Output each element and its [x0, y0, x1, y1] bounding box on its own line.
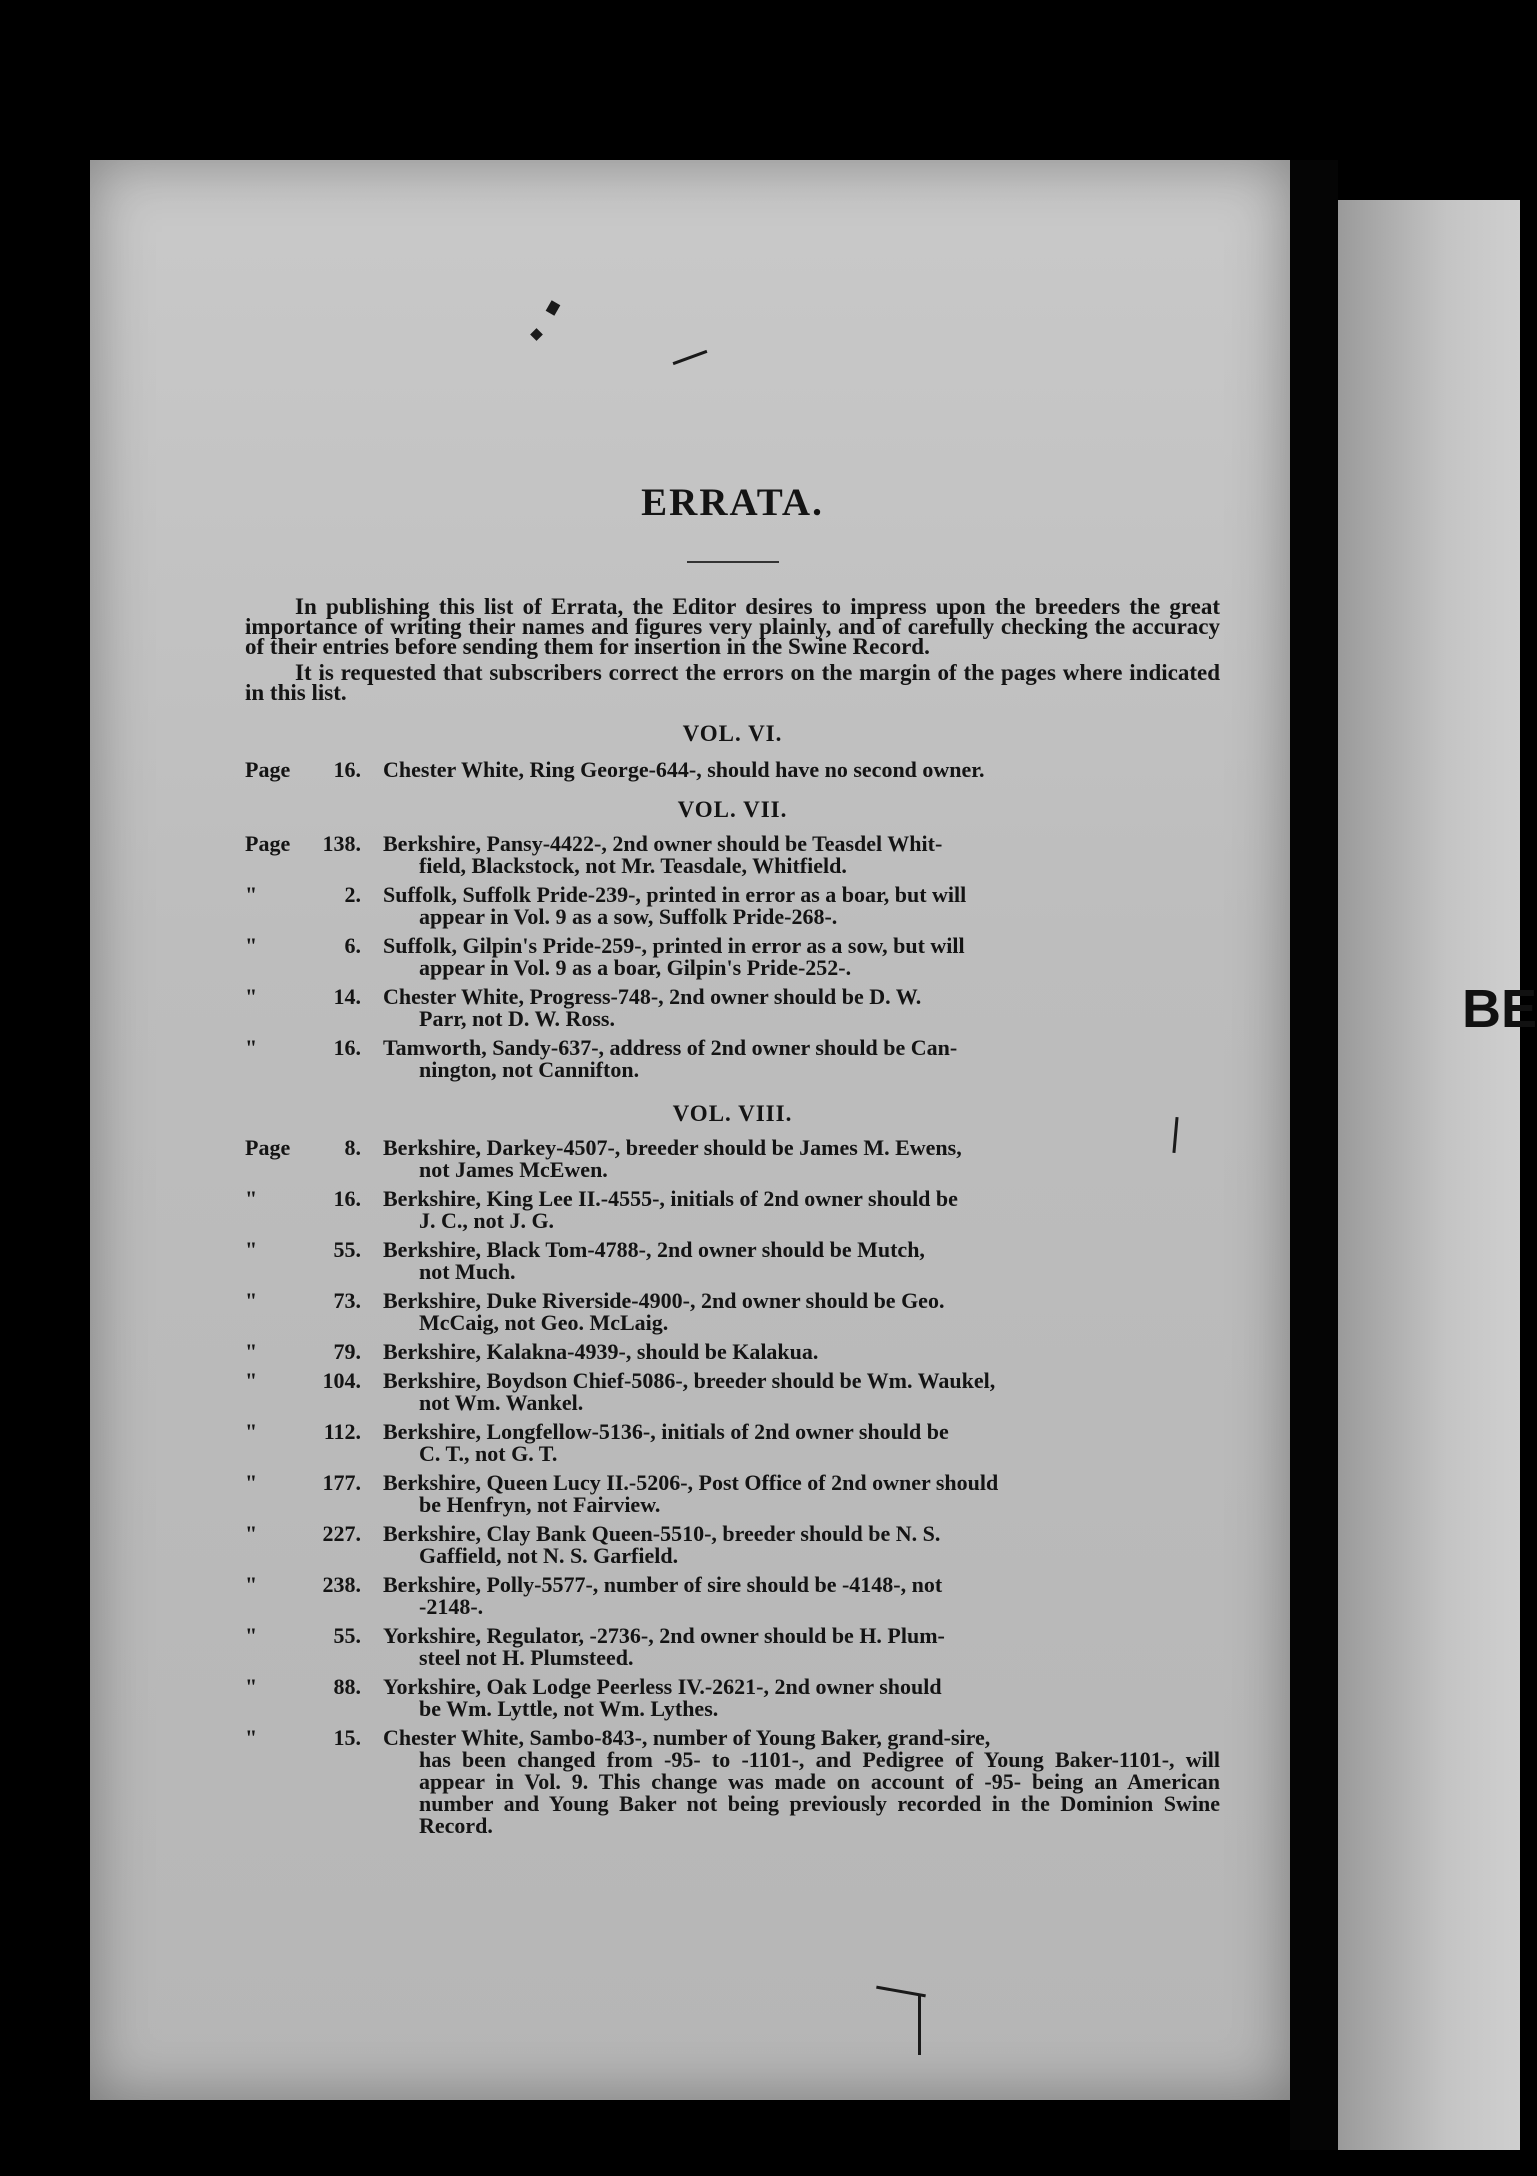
facing-page [1338, 200, 1537, 2150]
entry-page-number: 227. [322, 1521, 361, 1546]
entry-page-number: 14. [333, 984, 361, 1009]
entry-text-continuation: has been changed from -95- to -1101-, and Pedigree of Young Baker-1101-, will appear in Vol. 9. This change was made on account of -95- being an American number and Young Baker not being previously recorded in the Dominion Swine Record. [419, 1747, 1220, 1838]
entry-text-first-line: Berkshire, Kalakna-4939-, should be Kalakua. [383, 1339, 819, 1364]
entry-text-continuation: Gaffield, not N. S. Garfield. [419, 1543, 679, 1568]
entry-text-continuation: not James McEwen. [419, 1157, 608, 1182]
entry-text [383, 1290, 1220, 1334]
entry-text [383, 1625, 1220, 1669]
errata-entry [245, 986, 1220, 1030]
entry-text [383, 1472, 1220, 1516]
entry-text [383, 1574, 1220, 1618]
entry-page-number: 6. [344, 933, 361, 958]
entry-page-number: 73. [333, 1288, 361, 1313]
errata-entry [245, 935, 1220, 979]
entry-page-number: 177. [322, 1470, 361, 1495]
entry-text [383, 1523, 1220, 1567]
entry-page-label: " [245, 1186, 258, 1211]
entry-text-continuation: appear in Vol. 9 as a boar, Gilpin's Pride-252-. [419, 955, 852, 980]
entry-page-number: 8. [344, 1135, 361, 1160]
entry-page-label: " [245, 1674, 258, 1699]
entry-page-number: 79. [333, 1339, 361, 1364]
entry-text-continuation: J. C., not J. G. [419, 1208, 555, 1233]
entry-text [383, 833, 1220, 877]
errata-entry [245, 1625, 1220, 1669]
entry-text-first-line: Berkshire, Black Tom-4788-, 2nd owner should be Mutch, [383, 1237, 925, 1262]
entry-page-number: 88. [333, 1674, 361, 1699]
entry-text [383, 1137, 1220, 1181]
entry-text-continuation: C. T., not G. T. [419, 1441, 558, 1466]
entry-text-first-line: Berkshire, Duke Riverside-4900-, 2nd owner should be Geo. [383, 1288, 945, 1313]
entry-text [383, 1341, 1220, 1363]
entry-text-continuation: be Wm. Lyttle, not Wm. Lythes. [419, 1696, 719, 1721]
entry-text [383, 884, 1220, 928]
ink-speck [918, 1995, 921, 2055]
volume-heading: VOL. VIII. [672, 1101, 793, 1126]
entry-text-first-line: Chester White, Progress-748-, 2nd owner should be D. W. [383, 984, 922, 1009]
entry-page-label: " [245, 1521, 258, 1546]
errata-entry [245, 1523, 1220, 1567]
volume-heading: VOL. VII. [677, 797, 788, 822]
entry-text [383, 1421, 1220, 1465]
errata-entry [245, 1137, 1220, 1181]
errata-entry [245, 1037, 1220, 1081]
entry-page-label: Page [245, 757, 291, 782]
entry-page-number: 55. [333, 1623, 361, 1648]
entry-text-first-line: Suffolk, Gilpin's Pride-259-, printed in error as a sow, but will [383, 933, 965, 958]
volume-heading: VOL. VI. [682, 721, 783, 746]
errata-entry [245, 1727, 1220, 1837]
entry-text [383, 1037, 1220, 1081]
entry-text-continuation: not Much. [419, 1259, 516, 1284]
entry-text [383, 935, 1220, 979]
entry-text [383, 759, 1220, 781]
errata-volumes [245, 721, 1220, 1837]
entry-text-first-line: Berkshire, King Lee II.-4555-, initials of 2nd owner should be [383, 1186, 958, 1211]
errata-entry [245, 1239, 1220, 1283]
entry-text [383, 1188, 1220, 1232]
entry-page-number: 112. [323, 1419, 361, 1444]
entry-page-number: 55. [333, 1237, 361, 1262]
entry-page-label: " [245, 1623, 258, 1648]
entry-page-label: " [245, 1339, 258, 1364]
errata-entry [245, 759, 1220, 781]
intro-paragraph: It is requested that subscribers correct the errors on the margin of the pages where indicated in this list. [245, 660, 1220, 705]
errata-entry [245, 1421, 1220, 1465]
entry-text [383, 986, 1220, 1030]
entry-page-label: " [245, 1470, 258, 1495]
entry-text-continuation: -2148-. [419, 1594, 484, 1619]
entry-page-label: " [245, 1288, 258, 1313]
entry-text-continuation: appear in Vol. 9 as a sow, Suffolk Pride-268-. [419, 904, 838, 929]
entry-text-continuation: not Wm. Wankel. [419, 1390, 584, 1415]
entry-text-first-line: Berkshire, Longfellow-5136-, initials of 2nd owner should be [383, 1419, 949, 1444]
entry-text [383, 1676, 1220, 1720]
intro-paragraph: In publishing this list of Errata, the Editor desires to impress upon the breeders the great importance of writing their names and figures very plainly, and of carefully checking the accuracy of their entries before sending them for insertion in the Swine Record. [245, 594, 1220, 659]
entry-text-first-line: Berkshire, Pansy-4422-, 2nd owner should be Teasdel Whit- [383, 831, 943, 856]
entry-page-label: Page [245, 1135, 291, 1160]
entry-page-label: " [245, 882, 258, 907]
entry-text-first-line: Suffolk, Suffolk Pride-239-, printed in error as a boar, but will [383, 882, 967, 907]
entry-text-first-line: Chester White, Sambo-843-, number of Young Baker, grand-sire, [383, 1725, 991, 1750]
entry-text-first-line: Yorkshire, Oak Lodge Peerless IV.-2621-, 2nd owner should [383, 1674, 942, 1699]
entry-text-first-line: Berkshire, Clay Bank Queen-5510-, breeder should be N. S. [383, 1521, 941, 1546]
entry-text-continuation: steel not H. Plumsteed. [419, 1645, 634, 1670]
entry-page-number: 16. [333, 757, 361, 782]
entry-page-label: " [245, 1572, 258, 1597]
entry-page-label: " [245, 1725, 258, 1750]
entry-page-number: 2. [344, 882, 361, 907]
entry-page-label: " [245, 1237, 258, 1262]
entry-text [383, 1239, 1220, 1283]
entry-page-number: 238. [322, 1572, 361, 1597]
entry-text-first-line: Tamworth, Sandy-637-, address of 2nd owner should be Can- [383, 1035, 958, 1060]
entry-page-label: " [245, 1368, 258, 1393]
errata-entry [245, 884, 1220, 928]
errata-content [245, 320, 1220, 1844]
facing-page-text-fragment: BE [1462, 979, 1537, 1039]
errata-entry [245, 1188, 1220, 1232]
entry-text-continuation: Parr, not D. W. Ross. [419, 1006, 615, 1031]
errata-entry [245, 1341, 1220, 1363]
entry-page-number: 104. [322, 1368, 361, 1393]
errata-entry [245, 833, 1220, 877]
entry-text-first-line: Chester White, Ring George-644-, should have no second owner. [383, 757, 985, 782]
entry-page-label: Page [245, 831, 291, 856]
book-spine [1290, 160, 1338, 2150]
entry-page-label: " [245, 933, 258, 958]
entry-text-continuation: McCaig, not Geo. McLaig. [419, 1310, 669, 1335]
entry-text-first-line: Yorkshire, Regulator, -2736-, 2nd owner should be H. Plum- [383, 1623, 945, 1648]
entry-page-label: " [245, 1035, 258, 1060]
errata-entry [245, 1676, 1220, 1720]
entry-text-continuation: be Henfryn, not Fairview. [419, 1492, 661, 1517]
title-divider [687, 561, 779, 563]
entry-text-first-line: Berkshire, Polly-5577-, number of sire should be -4148-, not [383, 1572, 943, 1597]
entry-text-first-line: Berkshire, Queen Lucy II.-5206-, Post Office of 2nd owner should [383, 1470, 999, 1495]
entry-text-first-line: Berkshire, Darkey-4507-, breeder should be James M. Ewens, [383, 1135, 962, 1160]
errata-entry [245, 1574, 1220, 1618]
entry-page-number: 16. [333, 1186, 361, 1211]
entry-text [383, 1727, 1220, 1837]
entry-page-number: 15. [333, 1725, 361, 1750]
page-title: ERRATA. [641, 481, 824, 524]
entry-page-label: " [245, 984, 258, 1009]
entry-text-continuation: field, Blackstock, not Mr. Teasdale, Whitfield. [419, 853, 847, 878]
entry-text-continuation: nington, not Cannifton. [419, 1057, 640, 1082]
errata-entry [245, 1290, 1220, 1334]
entry-text-first-line: Berkshire, Boydson Chief-5086-, breeder should be Wm. Waukel, [383, 1368, 996, 1393]
errata-entry [245, 1472, 1220, 1516]
entry-text [383, 1370, 1220, 1414]
entry-page-label: " [245, 1419, 258, 1444]
entry-page-number: 138. [322, 831, 361, 856]
errata-entry [245, 1370, 1220, 1414]
entry-page-number: 16. [333, 1035, 361, 1060]
